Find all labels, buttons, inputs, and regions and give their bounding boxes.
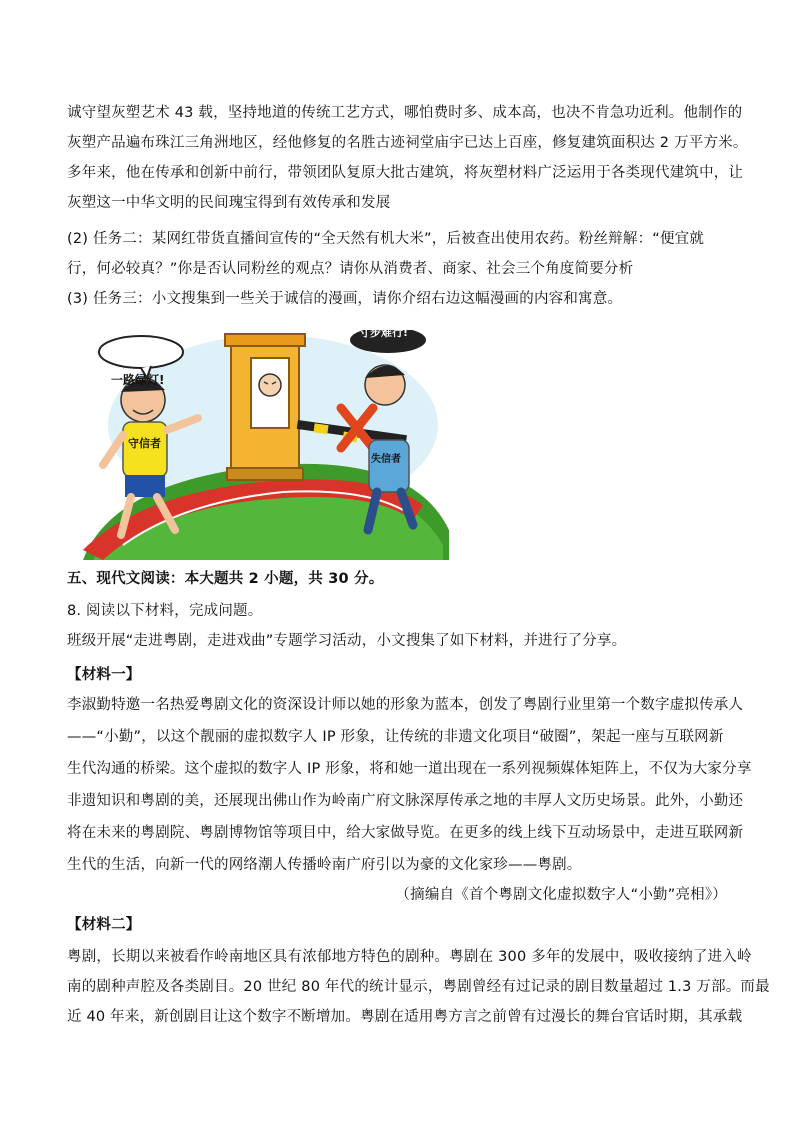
paragraph-line: 灰塑产品遍布珠江三角洲地区，经他修复的名胜古迹祠堂庙宇已达上百座，修复建筑面积达 2 万平方米。 [67, 135, 748, 151]
task2-line: (2) 任务二：某网红带货直播间宣传的“全天然有机大米”，后被查出使用农药。粉丝辩解：“便宜就 [67, 231, 705, 247]
material2-line: 近 40 年来，新创剧目让这个数字不断增加。粤剧在适用粤方言之前曾有过漫长的舞台官话时期，其承载 [67, 1009, 743, 1025]
intro-line: 班级开展“走进粤剧，走进戏曲”专题学习活动，小文搜集了如下材料，并进行了分享。 [67, 633, 627, 649]
material1-line: 生代沟通的桥梁。这个虚拟的数字人 IP 形象，将和她一道出现在一系列视频媒体矩阵上，不仅为大家分享 [67, 761, 752, 777]
material2-line: 粤剧，长期以来被看作岭南地区具有浓郁地方特色的剧种。粤剧在 300 多年的发展中，吸收接纳了进入岭 [67, 949, 752, 965]
material2-line: 南的剧种声腔及各类剧目。20 世纪 80 年代的统计显示，粤剧曾经有过记录的剧目数量超过 1.3 万部。而最 [67, 979, 770, 995]
material2-heading: 【材料二】 [67, 917, 141, 933]
task3-line: (3) 任务三：小文搜集到一些关于诚信的漫画，请你介绍右边这幅漫画的内容和寓意。 [67, 291, 623, 307]
paragraph-line: 多年来，他在传承和创新中前行，带领团队复原大批古建筑，将灰塑材料广泛运用于各类现代建筑中，让 [67, 165, 744, 181]
bubble-left-text: 一路绿灯! [111, 373, 165, 387]
material1-line: 非遗知识和粤剧的美，还展现出佛山作为岭南广府文脉深厚传承之地的丰厚人文历史场景。此外，小勤还 [67, 793, 744, 809]
material1-line: 生代的生活，向新一代的网络潮人传播岭南广府引以为豪的文化家珍——粤剧。 [67, 857, 582, 873]
paragraph-line: 灰塑这一中华文明的民间瑰宝得到有效传承和发展 [67, 195, 391, 211]
shirt-left-text: 守信者 [128, 437, 161, 450]
material1-heading: 【材料一】 [67, 667, 141, 683]
paragraph-line: 诚守望灰塑艺术 43 载，坚持地道的传统工艺方式，哪怕费时多、成本高，也决不肯急功近利。他制作的 [67, 105, 743, 121]
bubble-right-text: 寸步难行! [359, 326, 409, 339]
section-heading: 五、现代文阅读：本大题共 2 小题，共 30 分。 [67, 571, 384, 587]
material1-source: （摘编自《首个粤剧文化虚拟数字人“小勤”亮相》） [395, 887, 727, 903]
shirt-right-text: 失信者 [371, 454, 401, 465]
question-8: 8. 阅读以下材料，完成问题。 [67, 603, 263, 619]
material1-line: 李淑勤特邀一名热爱粤剧文化的资深设计师以她的形象为蓝本，创发了粤剧行业里第一个数字虚拟传承人 [67, 697, 744, 713]
material1-line: ——“小勤”，以这个靓丽的虚拟数字人 IP 形象，让传统的非遗文化项目“破圈”，架起一座与互联网新 [67, 729, 724, 745]
task2-line: 行，何必较真？”你是否认同粉丝的观点？请你从消费者、商家、社会三个角度简要分析 [67, 261, 634, 277]
material1-line: 将在未来的粤剧院、粤剧博物馆等项目中，给大家做导览。在更多的线上线下互动场景中，走进互联网新 [67, 825, 744, 841]
